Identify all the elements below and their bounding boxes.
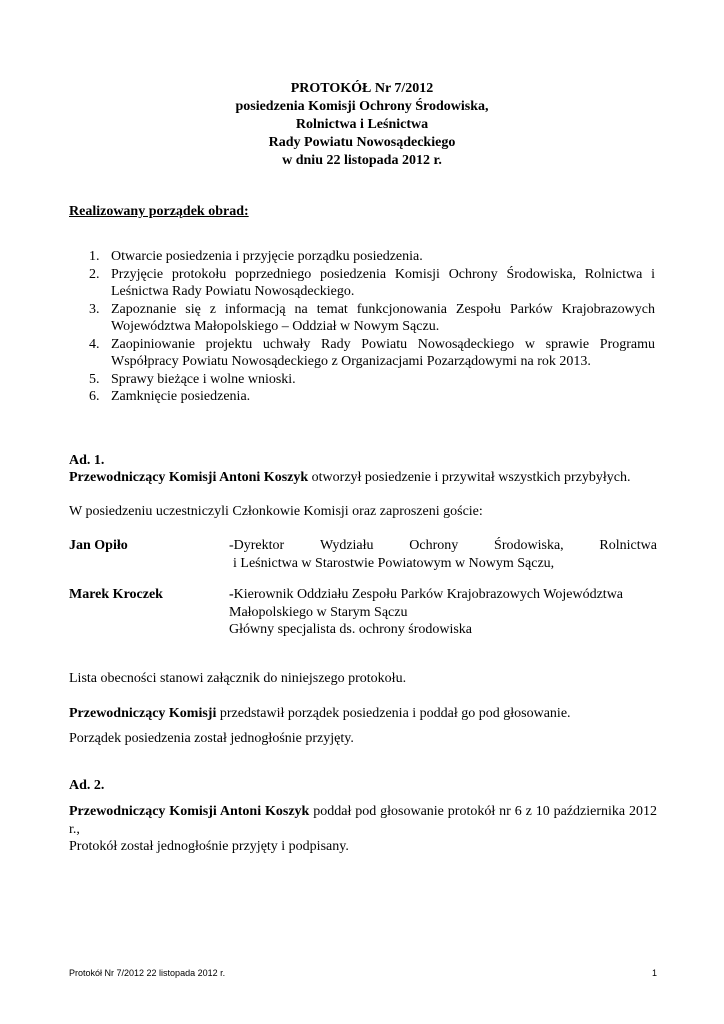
list-item <box>69 248 655 266</box>
list-item-text: Sprawy bieżące i wolne wnioski. <box>111 371 296 387</box>
guest-2-line-2: Małopolskiego w Starym Sączu <box>229 604 408 620</box>
guest-1-word: -Dyrektor <box>229 538 285 553</box>
list-item <box>69 336 655 371</box>
list-item-text: Zaopiniowanie projektu uchwały Rady Powiatu Nowosądeckiego w sprawie Programu Współpracy Powiatu Nowosądeckiego z Organizacjami Pozarządowymi na rok 2013. <box>111 336 655 369</box>
list-item-text: Zapoznanie się z informacją na temat funkcjonowania Zespołu Parków Krajobrazowych Województwa Małopolskiego – Oddział w Nowym Sączu. <box>111 301 655 334</box>
guest-2-line-1 <box>229 586 657 604</box>
ad1-heading: Ad. 1. <box>69 453 105 468</box>
list-item-text: Otwarcie posiedzenia i przyjęcie porządku posiedzenia. <box>111 249 423 264</box>
guest-2-dash: - <box>229 587 234 602</box>
list-item-text: Zamknięcie posiedzenia. <box>111 389 251 404</box>
list-item-text: Przyjęcie protokołu poprzedniego posiedzenia Komisji Ochrony Środowiska, Rolnictwa i Leśnictwa Rady Powiatu Nowosądeckiego. <box>111 266 655 299</box>
list-item-number: 2. <box>89 266 100 282</box>
ad2-heading: Ad. 2. <box>69 778 105 793</box>
ad2-protocol-accepted: Protokół został jednogłośnie przyjęty i podpisany. <box>69 839 349 854</box>
ad1-chair-text: otworzył posiedzenie i przywitał wszystkich przybyłych. <box>308 470 631 485</box>
guest-1-word: Wydziału <box>319 538 374 553</box>
guest-1-word: Środowiska, <box>494 538 564 553</box>
document-title <box>0 80 724 170</box>
guest-1-line-1 <box>229 537 657 555</box>
guest-1-word: Ochrony <box>409 538 459 553</box>
ad1-agenda-accepted: Porządek posiedzenia został jednogłośnie przyjęty. <box>69 731 354 746</box>
attendance-note: Lista obecności stanowi załącznik do niniejszego protokołu. <box>69 671 407 686</box>
agenda-list <box>69 248 655 406</box>
ad1-chair2-name: Przewodniczący Komisji <box>69 706 217 721</box>
ad1-attendees-intro: W posiedzeniu uczestniczyli Członkowie Komisji oraz zaproszeni goście: <box>69 504 483 519</box>
title-line-3: Rolnictwa i Leśnictwa <box>295 117 429 132</box>
list-item <box>69 266 655 301</box>
list-item-number: 5. <box>89 371 100 387</box>
agenda-heading: Realizowany porządek obrad: <box>69 204 249 219</box>
ad1-opening-paragraph <box>69 469 657 487</box>
ad1-agenda-vote-paragraph <box>69 705 657 723</box>
ad1-chair2-text: przedstawił porządek posiedzenia i poddał go pod głosowanie. <box>216 706 571 721</box>
title-line-2: posiedzenia Komisji Ochrony Środowiska, <box>235 99 489 114</box>
list-item-number: 4. <box>89 336 100 352</box>
guest-2-description <box>229 586 657 639</box>
list-item-number: 1. <box>89 249 100 264</box>
guest-2-name: Marek Kroczek <box>69 587 163 602</box>
ad2-chair-text: poddał pod głosowanie protokół nr 6 z 10 października 2012 r., <box>69 804 657 837</box>
list-item <box>69 371 655 389</box>
guest-2-line-1-text: Kierownik Oddziału Zespołu Parków Krajobrazowych Województwa <box>233 587 624 602</box>
title-line-5: w dniu 22 listopada 2012 r. <box>282 153 442 168</box>
ad1-chair-name: Przewodniczący Komisji Antoni Koszyk <box>69 470 309 485</box>
guest-1-line-2: i Leśnictwa w Starostwie Powiatowym w Nowym Sączu, <box>233 555 555 571</box>
ad2-vote-paragraph <box>69 803 657 838</box>
ad2-chair-name: Przewodniczący Komisji Antoni Koszyk <box>69 804 310 819</box>
list-item <box>69 301 655 336</box>
guest-1-name: Jan Opiło <box>69 538 128 553</box>
page-number: 1 <box>651 968 657 978</box>
title-line-4: Rady Powiatu Nowosądeckiego <box>268 135 456 150</box>
guest-1-word: Rolnictwa <box>599 538 657 553</box>
list-item-number: 6. <box>89 389 100 404</box>
footer-text: Protokół Nr 7/2012 22 listopada 2012 r. <box>69 968 226 978</box>
list-item-number: 3. <box>89 301 100 317</box>
guest-1-description <box>229 537 657 572</box>
guest-2-line-3: Główny specjalista ds. ochrony środowiska <box>229 622 473 637</box>
page-footer <box>69 968 657 978</box>
list-item <box>69 388 655 406</box>
title-line-1: PROTOKÓŁ Nr 7/2012 <box>290 81 434 96</box>
